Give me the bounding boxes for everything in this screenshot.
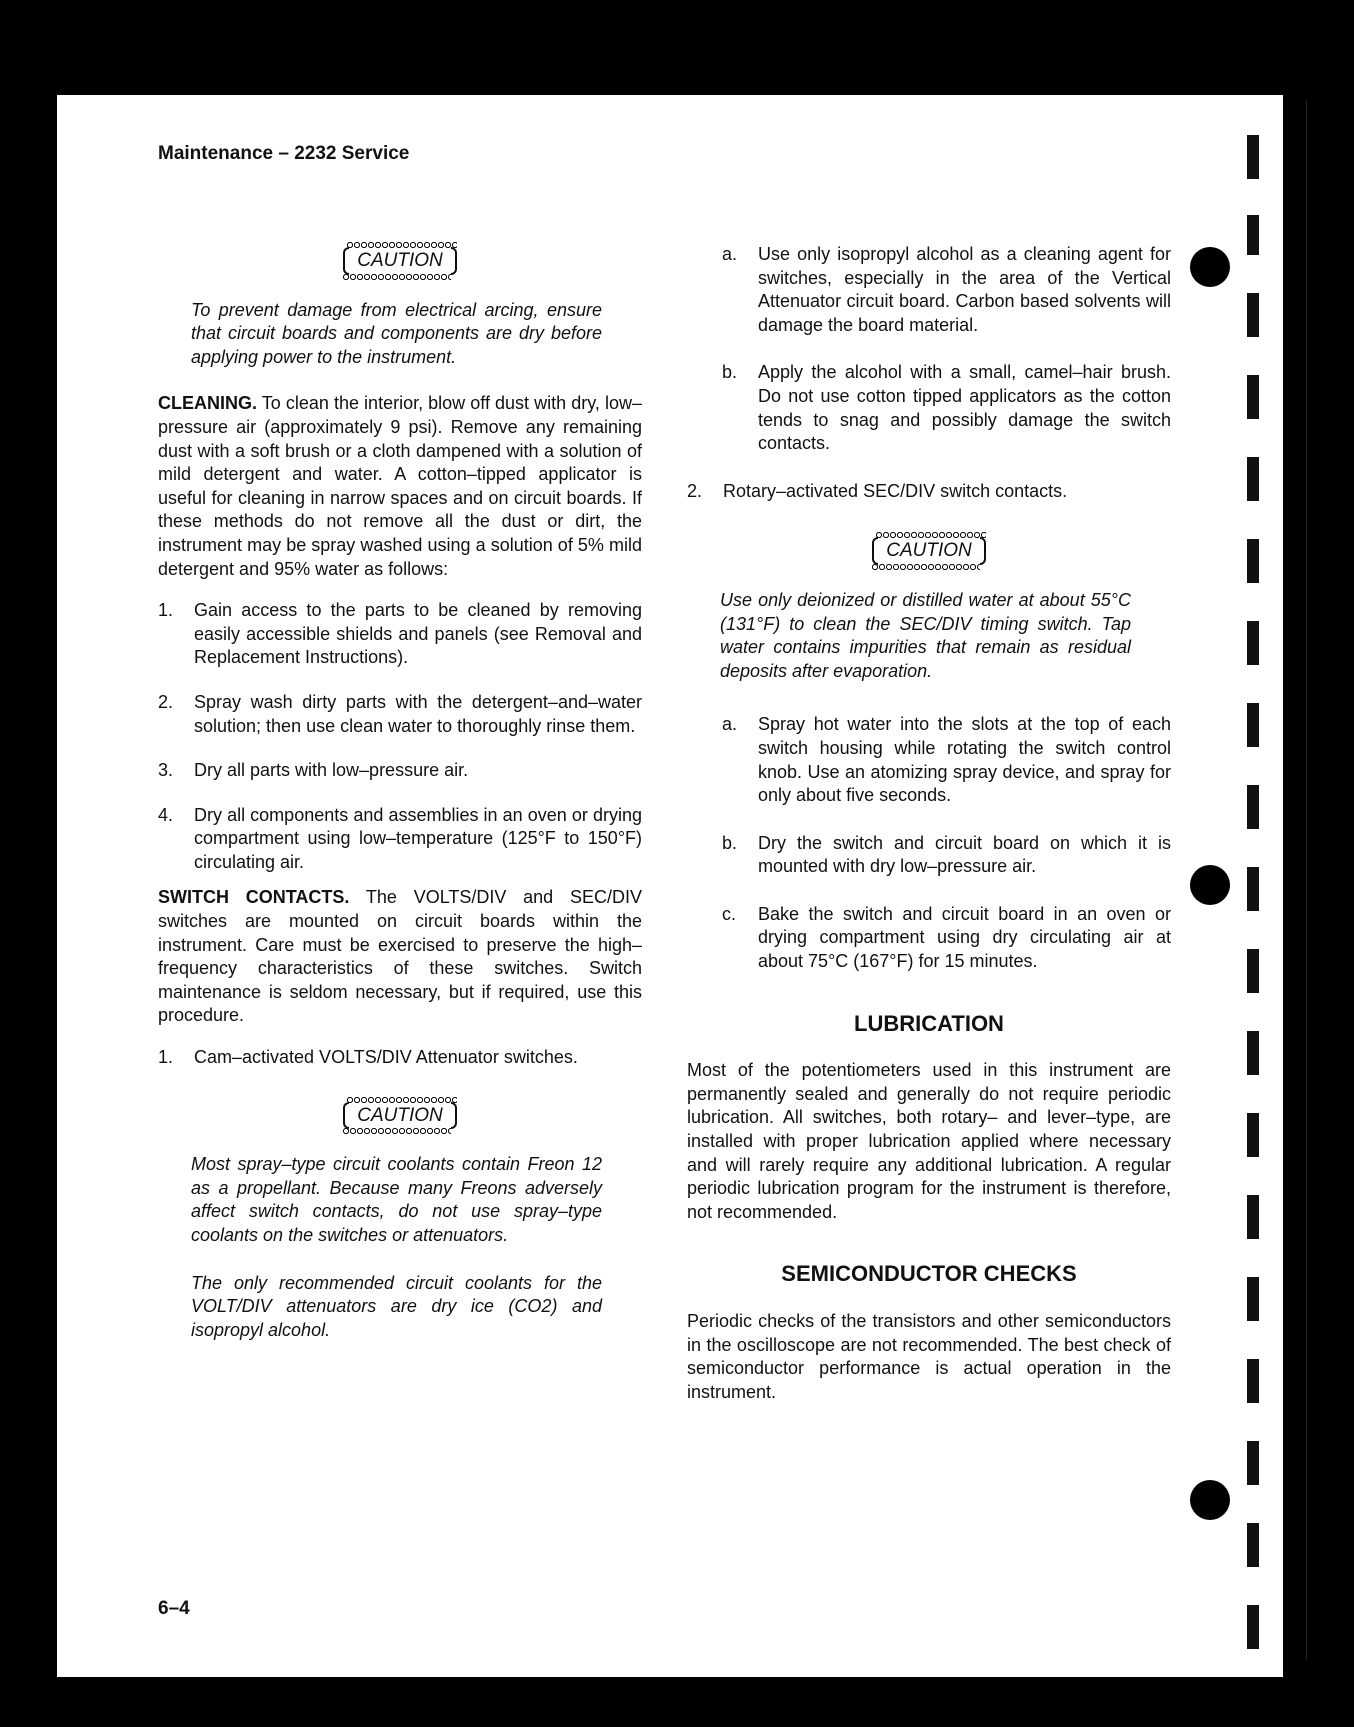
page-header: Maintenance – 2232 Service: [158, 143, 410, 164]
edge-mark: [1247, 293, 1259, 337]
edge-mark: [1247, 1031, 1259, 1075]
caution-text-2a: Most spray–type circuit coolants contain Freon 12 as a propellant. Because many Freons adversely affect switch contacts, do not use spray–type coolants on the switches or attenuators.: [191, 1154, 602, 1245]
list-item: a. Spray hot water into the slots at the top of each switch housing while rotating the switch control knob. Use an atomizing spray device, and spray for only about five seconds.: [722, 714, 1171, 806]
caution-text-3: Use only deionized or distilled water at about 55°C (131°F) to clean the SEC/DIV timing switch. Tap water contains impurities that remain as residual deposits after evaporation.: [720, 589, 1131, 681]
caution-box-2: [158, 1098, 642, 1134]
caution-label-3: CAUTION: [872, 533, 986, 569]
list-item: 1. Gain access to the parts to be cleaned by removing easily accessible shields and panels (see Removal and Replacement Instructions).: [158, 600, 642, 668]
cleaning-heading: CLEANING.: [158, 393, 257, 414]
list-item: b. Dry the switch and circuit board on which it is mounted with dry low–pressure air.: [722, 832, 1171, 877]
cleaning-paragraph: [158, 392, 642, 581]
edge-mark: [1247, 703, 1259, 747]
left-column: [158, 243, 642, 1342]
lubrication-text: Most of the potentiometers used in this instrument are permanently sealed and generally do not require periodic lubrication. All switches, both rotary– and lever–type, are installed with proper lubrication applied where necessary and will rarely require any additional lubrication. A regular periodic lubrication program for the instrument is therefore, not recommended.: [687, 1060, 1171, 1222]
document-page: [57, 95, 1283, 1677]
edge-mark: [1247, 867, 1259, 911]
caution-label-2: CAUTION: [343, 1098, 457, 1134]
edge-mark: [1247, 135, 1259, 179]
caution-text-1: To prevent damage from electrical arcing, ensure that circuit boards and components are dry before applying power to the instrument.: [191, 299, 602, 367]
cleaning-text: To clean the interior, blow off dust with dry, low–pressure air (approximately 9 psi). Remove any remaining dust with a soft brush or a cloth dampened with a solution of mild detergent and water. A cotton–tipped applicator is useful for cleaning in narrow spaces and on circuit boards. If these methods do not remove all the dust or dirt, the instrument may be spray washed using a solution of 5% mild detergent and 95% water as follows:: [158, 393, 642, 579]
list-item: 3. Dry all parts with low–pressure air.: [158, 760, 469, 781]
edge-mark: [1247, 621, 1259, 665]
right-column: [687, 243, 1171, 1404]
edge-mark: [1247, 457, 1259, 501]
caution-box-1: [158, 243, 642, 279]
binder-hole: [1190, 1480, 1230, 1520]
caution-label-1: CAUTION: [343, 243, 457, 279]
list-item: 4. Dry all components and assemblies in an oven or drying compartment using low–temperature (125°F to 150°F) circulating air.: [158, 804, 642, 872]
list-item: 2. Spray wash dirty parts with the detergent–and–water solution; then use clean water to thoroughly rinse them.: [158, 691, 642, 736]
list-item: c. Bake the switch and circuit board in an oven or drying compartment using dry circulating air at about 75°C (167°F) for 15 minutes.: [722, 903, 1171, 972]
edge-mark: [1247, 785, 1259, 829]
page-number: 6–4: [158, 1598, 190, 1619]
binder-hole: [1190, 247, 1230, 287]
scan-artifact-line: [1306, 100, 1307, 1660]
cleaning-steps: [158, 599, 642, 874]
binder-hole: [1190, 865, 1230, 905]
edge-mark: [1247, 949, 1259, 993]
switch-contacts-text: The VOLTS/DIV and SEC/DIV switches are mounted on circuit boards within the instrument. Care must be exercised to preserve the high–frequency characteristics of these switches. Switch maintenance is seldom necessary, but if required, use this procedure.: [158, 887, 642, 1026]
edge-mark: [1247, 1359, 1259, 1403]
list-item: b. Apply the alcohol with a small, camel–hair brush. Do not use cotton tipped applicators as the cotton tends to snag and possibly damage the switch contacts.: [722, 362, 1171, 454]
semiconductor-checks-title: SEMICONDUCTOR CHECKS: [781, 1261, 1077, 1287]
edge-mark: [1247, 1605, 1259, 1649]
edge-mark: [1247, 1441, 1259, 1485]
edge-mark: [1247, 1113, 1259, 1157]
edge-mark: [1247, 215, 1259, 255]
edge-mark: [1247, 539, 1259, 583]
caution-box-3: [687, 533, 1171, 569]
semiconductor-checks-text: Periodic checks of the transistors and other semiconductors in the oscilloscope are not recommended. The best check of semiconductor performance is actual operation in the instrument.: [687, 1311, 1171, 1402]
lubrication-title: LUBRICATION: [854, 1010, 1004, 1036]
edge-mark: [1247, 375, 1259, 419]
switch-item-2: 2. Rotary–activated SEC/DIV switch contacts.: [687, 480, 1068, 501]
switch-contacts-heading: SWITCH CONTACTS.: [158, 887, 350, 908]
switch-contacts-paragraph: [158, 886, 642, 1028]
edge-mark: [1247, 1195, 1259, 1239]
edge-mark: [1247, 1277, 1259, 1321]
caution-text-2b: The only recommended circuit coolants for the VOLT/DIV attenuators are dry ice (CO2) and isopropyl alcohol.: [191, 1272, 602, 1340]
edge-mark: [1247, 1523, 1259, 1567]
switch-item-1: 1. Cam–activated VOLTS/DIV Attenuator switches.: [158, 1047, 578, 1068]
list-item: a. Use only isopropyl alcohol as a cleaning agent for switches, especially in the area of the Vertical Attenuator circuit board. Carbon based solvents will damage the board material.: [722, 244, 1171, 335]
